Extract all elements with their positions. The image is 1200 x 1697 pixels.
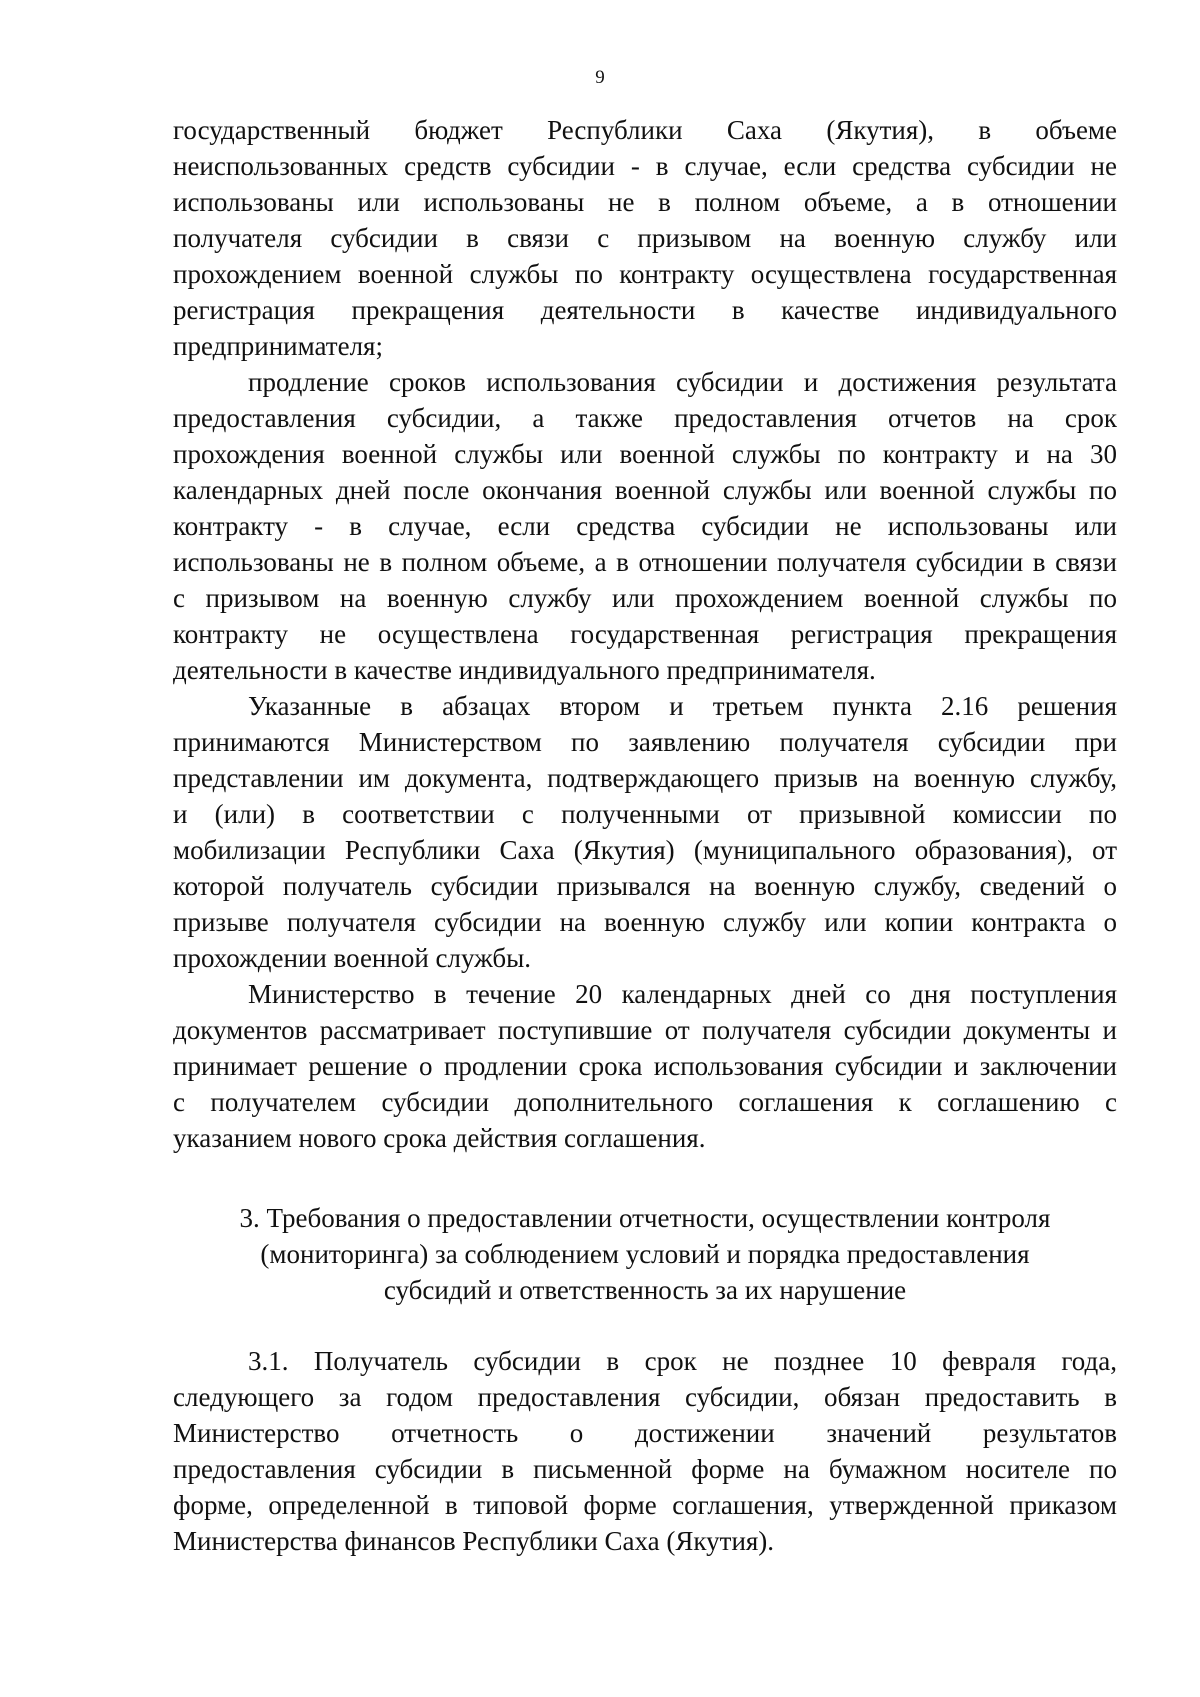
page-number: 9 bbox=[595, 67, 605, 88]
text-line: которой получатель субсидии призывался на военную службу, сведений о bbox=[173, 871, 1117, 901]
text-line: указанием нового срока действия соглашения. bbox=[173, 1123, 706, 1153]
text-line: неиспользованных средств субсидии - в случае, если средства субсидии не bbox=[173, 151, 1117, 181]
text-line: Министерства финансов Республики Саха (Якутия). bbox=[173, 1526, 775, 1556]
text-line: с призывом на военную службу или прохождением военной службы по bbox=[173, 583, 1117, 613]
text-line: предоставления субсидии, а также предоставления отчетов на срок bbox=[173, 403, 1117, 433]
heading-line: (мониторинга) за соблюдением условий и порядка предоставления bbox=[260, 1239, 1030, 1269]
text-line: принимаются Министерством по заявлению получателя субсидии при bbox=[173, 727, 1117, 757]
paragraph-extension-terms bbox=[173, 364, 1117, 688]
text-line: документов рассматривает поступившие от получателя субсидии документы и bbox=[173, 1015, 1117, 1045]
text-line: принимает решение о продлении срока использования субсидии и заключении bbox=[173, 1051, 1117, 1081]
paragraph-3-1 bbox=[173, 1343, 1117, 1559]
text-line: прохождения военной службы или военной службы по контракту и на 30 bbox=[173, 439, 1117, 469]
paragraph-continuation bbox=[173, 112, 1117, 364]
heading-line: 3. Требования о предоставлении отчетности, осуществлении контроля bbox=[239, 1203, 1051, 1233]
text-line: представлении им документа, подтверждающего призыв на военную службу, bbox=[173, 763, 1117, 793]
text-line: призыве получателя субсидии на военную службу или копии контракта о bbox=[173, 907, 1117, 937]
text-line: предпринимателя; bbox=[173, 331, 383, 361]
text-line: мобилизации Республики Саха (Якутия) (муниципального образования), от bbox=[173, 835, 1117, 865]
text-line: использованы или использованы не в полном объеме, а в отношении bbox=[173, 187, 1117, 217]
text-line: деятельности в качестве индивидуального предпринимателя. bbox=[173, 655, 876, 685]
text-line: контракту не осуществлена государственная регистрация прекращения bbox=[173, 619, 1117, 649]
text-line: и (или) в соответствии с полученными от призывной комиссии по bbox=[173, 799, 1117, 829]
text-line: Министерство в течение 20 календарных дней со дня поступления bbox=[248, 979, 1117, 1009]
text-line: продление сроков использования субсидии и достижения результата bbox=[248, 367, 1117, 397]
text-line: форме, определенной в типовой форме соглашения, утвержденной приказом bbox=[173, 1490, 1117, 1520]
text-line: прохождении военной службы. bbox=[173, 943, 532, 973]
text-line: предоставления субсидии в письменной форме на бумажном носителе по bbox=[173, 1454, 1117, 1484]
text-line: использованы не в полном объеме, а в отношении получателя субсидии в связи bbox=[173, 547, 1117, 577]
text-line: следующего за годом предоставления субсидии, обязан предоставить в bbox=[173, 1382, 1117, 1412]
text-line: регистрация прекращения деятельности в качестве индивидуального bbox=[173, 295, 1117, 325]
paragraph-decisions bbox=[173, 688, 1117, 976]
text-line: Министерство отчетность о достижении значений результатов bbox=[173, 1418, 1117, 1448]
text-line: календарных дней после окончания военной службы или военной службы по bbox=[173, 475, 1117, 505]
text-line: контракту - в случае, если средства субсидии не использованы или bbox=[173, 511, 1117, 541]
text-line: государственный бюджет Республики Саха (Якутия), в объеме bbox=[173, 115, 1117, 145]
text-line: 3.1. Получатель субсидии в срок не позднее 10 февраля года, bbox=[248, 1346, 1117, 1376]
text-line: получателя субсидии в связи с призывом на военную службу или bbox=[173, 223, 1117, 253]
paragraph-ministry-review bbox=[173, 976, 1117, 1156]
section-heading bbox=[173, 1200, 1117, 1308]
text-line: Указанные в абзацах втором и третьем пункта 2.16 решения bbox=[248, 691, 1117, 721]
heading-line: субсидий и ответственность за их нарушение bbox=[383, 1275, 907, 1305]
text-line: прохождением военной службы по контракту осуществлена государственная bbox=[173, 259, 1117, 289]
text-line: с получателем субсидии дополнительного соглашения к соглашению с bbox=[173, 1087, 1117, 1117]
